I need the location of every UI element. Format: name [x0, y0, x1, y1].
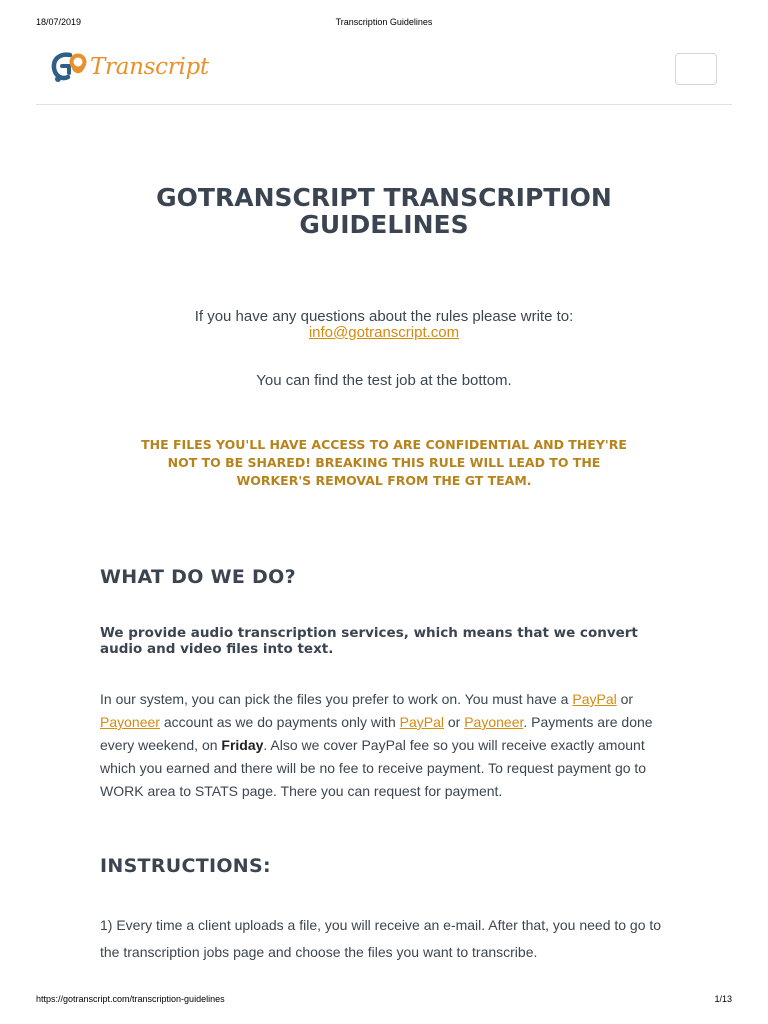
- site-header: [36, 44, 732, 105]
- payment-day: Friday: [221, 737, 264, 753]
- site-logo[interactable]: [50, 49, 209, 85]
- page-title: GOTRANSCRIPT TRANSCRIPTION GUIDELINES: [156, 183, 612, 239]
- contact-block: [100, 309, 668, 341]
- what-we-do-intro: We provide audio transcription services, which means that we convert audio and video files into text.: [100, 625, 638, 657]
- section-heading-what-we-do: WHAT DO WE DO?: [100, 566, 296, 588]
- payoneer-link[interactable]: Payoneer: [100, 714, 160, 730]
- text-run: or: [616, 691, 634, 707]
- text-run: In our system, you can pick the files you prefer to work on. You must have a: [100, 691, 573, 707]
- text-run: . Payments are done every weekend, on: [100, 714, 653, 753]
- print-doc-title: Transcription Guidelines: [335, 17, 433, 27]
- payoneer-link[interactable]: Payoneer: [464, 714, 524, 730]
- payment-paragraph: [100, 688, 660, 803]
- print-date: 18/07/2019: [36, 17, 82, 27]
- contact-text: If you have any questions about the rules please write to:: [194, 308, 574, 325]
- print-page-number: 1/13: [714, 994, 732, 1004]
- paypal-link[interactable]: PayPal: [399, 714, 444, 730]
- gt-logo-icon: [50, 49, 88, 85]
- menu-button[interactable]: [675, 53, 717, 85]
- paypal-link[interactable]: PayPal: [572, 691, 617, 707]
- text-run: account as we do payments only with: [159, 714, 400, 730]
- instruction-step-1: 1) Every time a client uploads a file, you will receive an e-mail. After that, you need to go to the transcription jobs page and choose the files you want to transcribe.: [100, 917, 662, 960]
- print-header: [36, 17, 732, 29]
- test-job-note: You can find the test job at the bottom.: [256, 372, 512, 389]
- logo-text: Transcript: [90, 54, 209, 80]
- confidentiality-warning: THE FILES YOU'LL HAVE ACCESS TO ARE CONFIDENTIAL AND THEY'RE NOT TO BE SHARED! BREAKING THIS RULE WILL LEAD TO THE WORKER'S REMOVAL FROM THE GT TEAM.: [141, 437, 627, 488]
- text-run: . Also we cover PayPal fee so you will receive exactly amount which you earned and there will be no fee to receive payment. To request payment go to WORK area to STATS page. There you can request for payment.: [100, 737, 647, 799]
- print-footer: [36, 994, 732, 1006]
- print-url: https://gotranscript.com/transcription-guidelines: [36, 994, 225, 1004]
- section-heading-instructions: INSTRUCTIONS:: [100, 855, 271, 877]
- contact-email-link[interactable]: info@gotranscript.com: [308, 324, 460, 341]
- text-run: or: [443, 714, 465, 730]
